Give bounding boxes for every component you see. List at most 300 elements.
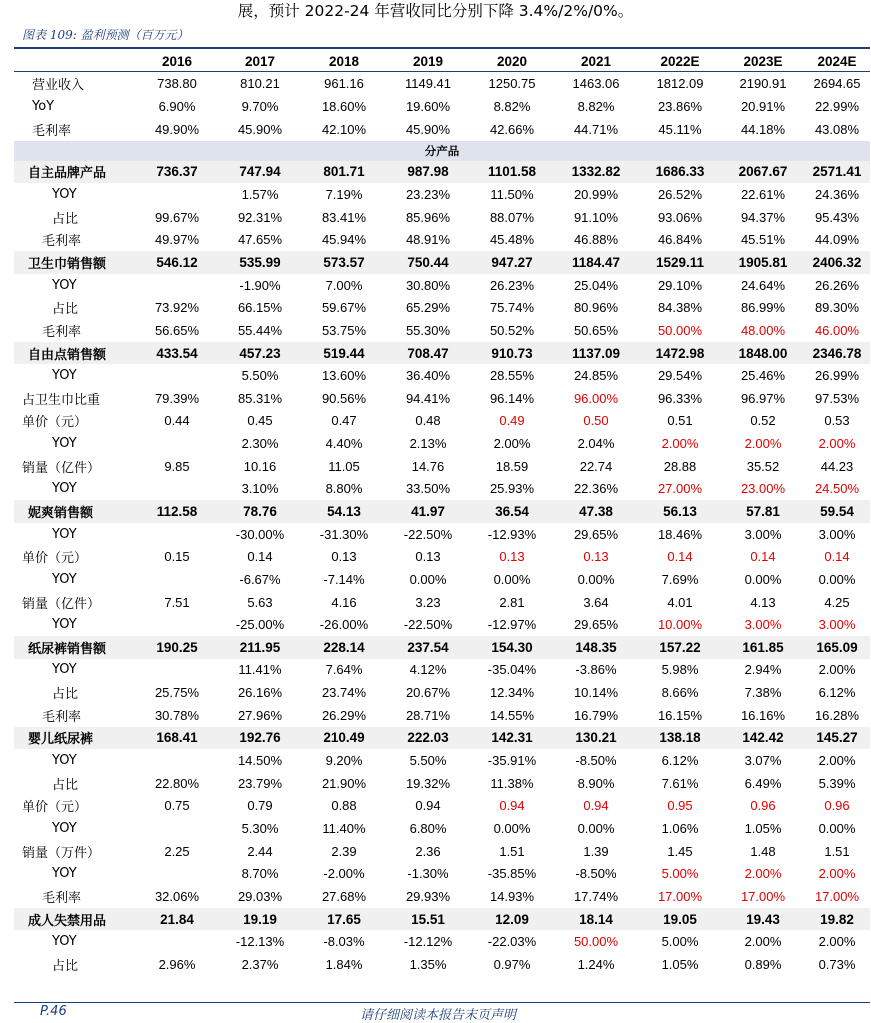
value-cell: 29.54% (657, 368, 703, 384)
table-row (14, 432, 870, 455)
value-cell: 19.60% (405, 99, 451, 115)
value-cell: 23.23% (405, 187, 451, 203)
value-cell: 1529.11 (638, 251, 722, 274)
value-cell: 535.99 (218, 251, 302, 274)
value-cell: 20.99% (573, 187, 619, 203)
value-cell: 0.00% (577, 820, 615, 836)
value-cell (136, 364, 218, 387)
row-label: 妮爽销售额 (14, 500, 136, 523)
row-label: YOY (52, 277, 77, 293)
value-cell: 0.00% (818, 820, 856, 836)
value-cell: 2.00% (744, 866, 782, 882)
row-label: 占比 (52, 958, 79, 974)
value-cell: 7.64% (325, 662, 363, 678)
header-row (14, 50, 870, 73)
row-label: YOY (52, 662, 77, 678)
value-cell: 546.12 (136, 251, 218, 274)
row-label: 单价（元） (22, 800, 88, 816)
value-cell: 0.79 (247, 798, 273, 814)
value-cell: 50.00% (573, 934, 619, 950)
value-cell: 54.13 (302, 500, 386, 523)
value-cell: -25.00% (235, 617, 285, 633)
table-row (14, 772, 870, 795)
value-cell: 708.47 (386, 342, 470, 365)
value-cell: 0.94 (415, 798, 441, 814)
value-cell: 2.36 (415, 843, 441, 859)
value-cell: 42.66% (489, 121, 535, 137)
value-cell: 4.25 (824, 594, 850, 610)
value-cell: 66.15% (237, 300, 283, 316)
value-cell: 46.84% (657, 232, 703, 248)
value-cell: 2.04% (577, 436, 615, 452)
value-cell: 736.37 (136, 161, 218, 184)
value-cell: 2.00% (818, 436, 856, 452)
value-cell: 56.65% (154, 322, 200, 338)
value-cell: 7.51 (164, 594, 190, 610)
forecast-table (14, 50, 870, 976)
value-cell: 1.24% (577, 956, 615, 972)
value-cell: -1.90% (239, 277, 281, 293)
value-cell: 5.00% (661, 866, 699, 882)
value-cell: 1101.58 (470, 161, 554, 184)
value-cell: 8.90% (577, 775, 615, 791)
value-cell: 0.14 (247, 549, 273, 565)
value-cell: 987.98 (386, 161, 470, 184)
value-cell: 10.00% (657, 617, 703, 633)
value-cell: 0.13 (415, 549, 441, 565)
value-cell: -6.67% (239, 571, 281, 587)
value-cell: 138.18 (638, 727, 722, 750)
value-cell: -35.04% (487, 662, 537, 678)
value-cell: 0.47 (331, 413, 357, 429)
value-cell (136, 523, 218, 546)
value-cell: 45.51% (740, 232, 786, 248)
value-cell: -26.00% (319, 617, 369, 633)
row-label: YOY (52, 436, 77, 452)
table-row (14, 274, 870, 297)
value-cell: 11.40% (322, 820, 366, 836)
footer-rule (14, 1002, 870, 1003)
value-cell: 26.26% (814, 277, 860, 293)
value-cell: 154.30 (470, 636, 554, 659)
value-cell: 801.71 (302, 161, 386, 184)
value-cell: 0.75 (164, 798, 190, 814)
value-cell: 0.00% (493, 571, 531, 587)
value-cell: 1332.82 (554, 161, 638, 184)
value-cell: 44.09% (814, 232, 860, 248)
value-cell: 24.36% (814, 187, 860, 203)
value-cell: 192.76 (218, 727, 302, 750)
value-cell: 44.23 (820, 458, 854, 474)
value-cell: 961.16 (324, 76, 364, 92)
row-label: YOY (52, 571, 77, 587)
value-cell: 0.96 (824, 798, 850, 814)
value-cell: 36.40% (405, 368, 451, 384)
group-row (14, 342, 870, 365)
value-cell: 17.65 (302, 908, 386, 931)
value-cell: 59.54 (804, 500, 870, 523)
value-cell: 0.97% (493, 956, 531, 972)
value-cell: 16.16% (740, 707, 786, 723)
row-label: 毛利率 (42, 890, 82, 906)
value-cell: 13.60% (321, 368, 367, 384)
value-cell: 85.96% (405, 209, 451, 225)
table-row (14, 795, 870, 818)
value-cell: 228.14 (302, 636, 386, 659)
value-cell: 25.04% (573, 277, 619, 293)
value-cell: 94.37% (740, 209, 786, 225)
value-cell: 222.03 (386, 727, 470, 750)
value-cell: 89.30% (814, 300, 860, 316)
value-cell: 17.00% (814, 888, 860, 904)
value-cell: 45.90% (237, 121, 283, 137)
value-cell: -8.03% (323, 934, 365, 950)
value-cell: 73.92% (154, 300, 200, 316)
header-rule (14, 71, 870, 72)
row-label: YOY (52, 187, 77, 203)
value-cell: 22.99% (814, 99, 860, 115)
value-cell (136, 930, 218, 953)
value-cell: 19.19 (218, 908, 302, 931)
value-cell: 2.25 (164, 843, 190, 859)
value-cell: 1.35% (409, 956, 447, 972)
value-cell: 53.75% (321, 322, 367, 338)
row-label: YOY (52, 526, 77, 542)
row-label: 自由点销售额 (14, 342, 136, 365)
row-label: YOY (52, 866, 77, 882)
intro-text-line: 展，预计 2022-24 年营收同比分别下降 3.4%/2%/0%。 (237, 2, 634, 20)
value-cell: 1463.06 (572, 76, 620, 92)
value-cell: 0.95 (667, 798, 693, 814)
row-label: 婴儿纸尿裤 (14, 727, 136, 750)
value-cell: 237.54 (386, 636, 470, 659)
table-row (14, 478, 870, 501)
value-cell: 1686.33 (638, 161, 722, 184)
value-cell: 2571.41 (804, 161, 870, 184)
value-cell (136, 183, 218, 206)
value-cell: 210.49 (302, 727, 386, 750)
value-cell: 2.00% (818, 662, 856, 678)
value-cell: 12.09 (470, 908, 554, 931)
value-cell: 29.65% (573, 526, 619, 542)
value-cell: 44.18% (740, 121, 786, 137)
value-cell (136, 274, 218, 297)
value-cell: 56.13 (638, 500, 722, 523)
value-cell (136, 432, 218, 455)
value-cell: 2067.67 (722, 161, 804, 184)
value-cell: 1.05% (661, 956, 699, 972)
value-cell: 50.00% (657, 322, 703, 338)
value-cell: 21.90% (321, 775, 367, 791)
value-cell: 86.99% (740, 300, 786, 316)
value-cell: 8.70% (241, 866, 279, 882)
value-cell: 457.23 (218, 342, 302, 365)
value-cell: 810.21 (240, 76, 280, 92)
value-cell: 0.89% (744, 956, 782, 972)
value-cell: 32.06% (154, 888, 200, 904)
row-label: 占卫生巾比重 (22, 392, 101, 408)
value-cell: 5.00% (661, 934, 699, 950)
value-cell: 2190.91 (739, 76, 787, 92)
value-cell: -12.97% (487, 617, 537, 633)
forecast-table-wrapper (14, 50, 870, 976)
value-cell: 49.90% (154, 121, 200, 137)
value-cell: 3.07% (744, 753, 782, 769)
row-label: 销量（亿件） (22, 596, 101, 612)
value-cell: 80.96% (573, 300, 619, 316)
value-cell: 2.00% (744, 934, 782, 950)
value-cell: 1.51 (824, 843, 850, 859)
row-label: 毛利率 (42, 709, 82, 725)
value-cell: 0.13 (331, 549, 357, 565)
value-cell: 0.94 (583, 798, 609, 814)
value-cell: 22.36% (573, 481, 619, 497)
table-row (14, 364, 870, 387)
value-cell: 19.05 (638, 908, 722, 931)
group-row (14, 161, 870, 184)
value-cell: 11.50% (490, 187, 534, 203)
value-cell: 3.64 (583, 594, 609, 610)
value-cell: 19.43 (722, 908, 804, 931)
table-row (14, 296, 870, 319)
value-cell: 1.84% (325, 956, 363, 972)
table-row (14, 953, 870, 976)
row-label: YOY (52, 820, 77, 836)
value-cell: 91.10% (573, 209, 619, 225)
value-cell: 50.52% (489, 322, 535, 338)
value-cell (136, 613, 218, 636)
value-cell: 45.94% (321, 232, 367, 248)
value-cell: 2.44 (247, 843, 273, 859)
header-cell: 2024E (817, 53, 857, 69)
table-row (14, 613, 870, 636)
value-cell: -8.50% (575, 866, 617, 882)
table-row (14, 319, 870, 342)
value-cell: 96.33% (657, 390, 703, 406)
value-cell: 910.73 (470, 342, 554, 365)
value-cell: 24.50% (814, 481, 860, 497)
value-cell: 23.79% (237, 775, 283, 791)
value-cell: 11.41% (238, 662, 282, 678)
value-cell: 26.23% (489, 277, 535, 293)
value-cell: 47.38 (554, 500, 638, 523)
value-cell: 750.44 (386, 251, 470, 274)
value-cell: 6.12% (661, 753, 699, 769)
table-body (14, 50, 870, 976)
value-cell: 3.00% (744, 526, 782, 542)
group-row (14, 636, 870, 659)
value-cell: 25.93% (489, 481, 535, 497)
value-cell: -2.00% (323, 866, 365, 882)
header-cell: 2021 (580, 53, 612, 69)
value-cell: 4.12% (409, 662, 447, 678)
row-label: YOY (52, 753, 77, 769)
value-cell: 2.94% (744, 662, 782, 678)
value-cell: 145.27 (804, 727, 870, 750)
value-cell: 45.48% (489, 232, 535, 248)
value-cell: 33.50% (405, 481, 451, 497)
value-cell: 84.38% (657, 300, 703, 316)
table-row (14, 95, 870, 118)
value-cell: 0.50 (583, 413, 609, 429)
value-cell: 20.91% (740, 99, 786, 115)
value-cell: 14.76 (411, 458, 445, 474)
value-cell: 16.79% (573, 707, 619, 723)
value-cell: 17.00% (740, 888, 786, 904)
value-cell (136, 862, 218, 885)
value-cell: 0.14 (667, 549, 693, 565)
value-cell: 94.41% (405, 390, 451, 406)
value-cell: 78.76 (218, 500, 302, 523)
value-cell: 45.90% (405, 121, 451, 137)
value-cell: -35.91% (487, 753, 537, 769)
value-cell: 5.63 (247, 594, 273, 610)
value-cell: 0.51 (667, 413, 693, 429)
table-row (14, 206, 870, 229)
value-cell: 2.00% (661, 436, 699, 452)
value-cell: 8.82% (493, 99, 531, 115)
value-cell: 4.13 (750, 594, 776, 610)
value-cell: -31.30% (319, 526, 369, 542)
value-cell: 3.00% (818, 526, 856, 542)
table-row (14, 455, 870, 478)
value-cell: 9.85 (164, 458, 190, 474)
value-cell: 4.16 (331, 594, 357, 610)
value-cell: 23.86% (657, 99, 703, 115)
row-label: YOY (52, 481, 77, 497)
value-cell: 26.52% (657, 187, 703, 203)
value-cell: 48.00% (740, 322, 786, 338)
table-row (14, 545, 870, 568)
value-cell: 30.78% (154, 707, 200, 723)
value-cell: 18.14 (554, 908, 638, 931)
header-cell: 2017 (244, 53, 276, 69)
value-cell: 16.28% (814, 707, 860, 723)
value-cell: 2.96% (158, 956, 196, 972)
value-cell: 5.50% (241, 368, 279, 384)
value-cell: 190.25 (136, 636, 218, 659)
value-cell: 18.60% (321, 99, 367, 115)
value-cell: 0.44 (164, 413, 190, 429)
value-cell: 57.81 (722, 500, 804, 523)
value-cell: 0.45 (247, 413, 273, 429)
value-cell: 3.00% (818, 617, 856, 633)
header-cell: 2022E (660, 53, 700, 69)
value-cell: 22.61% (740, 187, 786, 203)
value-cell: 0.88 (331, 798, 357, 814)
value-cell: 42.10% (321, 121, 367, 137)
value-cell: 6.90% (158, 99, 196, 115)
value-cell: 14.93% (489, 888, 535, 904)
value-cell: 43.08% (814, 121, 860, 137)
value-cell: 14.55% (489, 707, 535, 723)
value-cell: 96.14% (489, 390, 535, 406)
top-rule (14, 47, 870, 49)
value-cell: -22.50% (403, 526, 453, 542)
value-cell: 0.53 (824, 413, 850, 429)
value-cell: 0.00% (577, 571, 615, 587)
value-cell: 0.00% (409, 571, 447, 587)
value-cell: 8.82% (577, 99, 615, 115)
value-cell: 19.82 (804, 908, 870, 931)
value-cell: 211.95 (218, 636, 302, 659)
table-row (14, 523, 870, 546)
header-cell: 2016 (161, 53, 193, 69)
value-cell: 35.52 (746, 458, 780, 474)
value-cell: 1848.00 (722, 342, 804, 365)
value-cell: 22.74 (579, 458, 613, 474)
value-cell: 1905.81 (722, 251, 804, 274)
value-cell: 0.73% (818, 956, 856, 972)
value-cell: 0.14 (750, 549, 776, 565)
value-cell: 1.48 (750, 843, 776, 859)
value-cell: 75.74% (489, 300, 535, 316)
value-cell: 18.59 (495, 458, 529, 474)
value-cell: 29.10% (657, 277, 703, 293)
value-cell: 65.29% (405, 300, 451, 316)
value-cell: -30.00% (235, 526, 285, 542)
value-cell: 29.03% (237, 888, 283, 904)
header-cell (14, 50, 136, 73)
row-label: 毛利率 (42, 234, 82, 250)
row-label: 毛利率 (32, 123, 72, 139)
value-cell: 142.31 (470, 727, 554, 750)
value-cell: 4.01 (667, 594, 693, 610)
value-cell: 46.00% (814, 322, 860, 338)
table-row (14, 387, 870, 410)
value-cell: 79.39% (154, 390, 200, 406)
table-row (14, 749, 870, 772)
value-cell: 1.06% (661, 820, 699, 836)
table-row (14, 568, 870, 591)
value-cell: 14.50% (237, 753, 283, 769)
value-cell: 0.48 (415, 413, 441, 429)
row-label: 销量（万件） (22, 845, 101, 861)
value-cell: 88.07% (489, 209, 535, 225)
table-row (14, 659, 870, 682)
row-label: 占比 (52, 777, 79, 793)
value-cell: -3.86% (575, 662, 617, 678)
value-cell: 0.00% (744, 571, 782, 587)
table-row (14, 862, 870, 885)
value-cell: 97.53% (814, 390, 860, 406)
value-cell: 1137.09 (554, 342, 638, 365)
value-cell: 1812.09 (656, 76, 704, 92)
value-cell: 6.80% (409, 820, 447, 836)
row-label: 纸尿裤销售额 (14, 636, 136, 659)
table-row (14, 681, 870, 704)
value-cell (136, 659, 218, 682)
row-label: 单价（元） (22, 415, 88, 431)
value-cell: 5.30% (241, 820, 279, 836)
value-cell: 23.00% (740, 481, 786, 497)
value-cell: 1149.41 (404, 76, 452, 92)
table-row (14, 228, 870, 251)
value-cell: 92.31% (237, 209, 283, 225)
row-label: 占比 (52, 302, 79, 318)
value-cell: 112.58 (136, 500, 218, 523)
row-label: YoY (32, 99, 55, 115)
page-number: P.46 (40, 1004, 67, 1019)
value-cell: 83.41% (321, 209, 367, 225)
value-cell: 26.99% (814, 368, 860, 384)
value-cell: 24.85% (573, 368, 619, 384)
group-row (14, 251, 870, 274)
value-cell: 433.54 (136, 342, 218, 365)
value-cell: 7.38% (744, 685, 782, 701)
header-cell: 2023E (743, 53, 783, 69)
value-cell (136, 568, 218, 591)
